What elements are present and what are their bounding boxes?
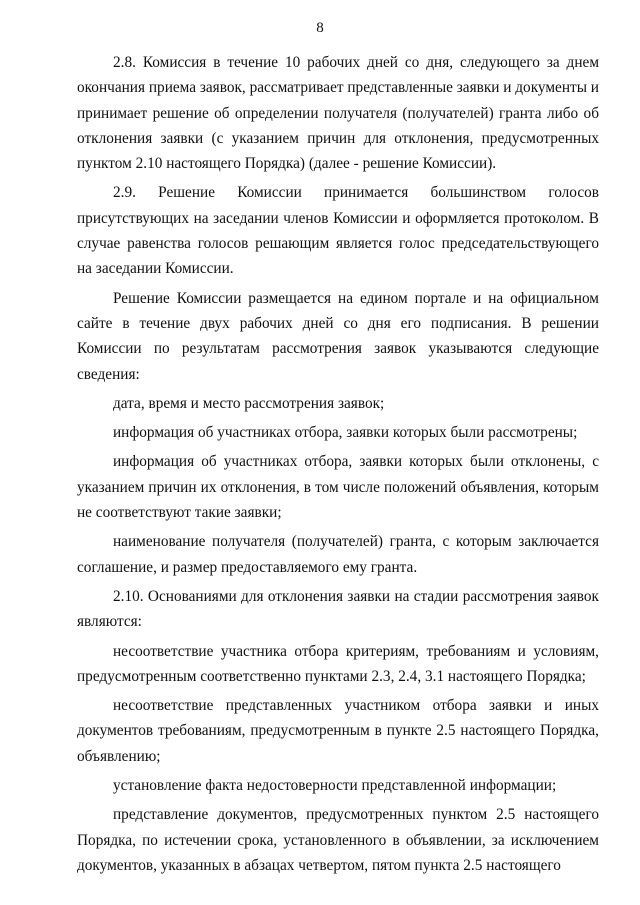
paragraph-decision-publication: Решение Комиссии размещается на едином портале и на официальном сайте в течение двух рабочих дней со дня его подписания. В решении Комиссии по результатам рассмотрения заявок указываются следующие сведения: <box>77 289 599 383</box>
list-item-rejected-participants: информация об участниках отбора, заявки которых были отклонены, с указанием причин их отклонения, в том числе положений объявления, которым не соответствуют такие заявки; <box>77 453 599 522</box>
list-item-criteria-mismatch: несоответствие участника отбора критериям, требованиям и условиям, предусмотренным соответственно пунктами 2.3, 2.4, 3.1 настоящего Порядка; <box>77 642 599 685</box>
list-item-grant-recipient: наименование получателя (получателей) гранта, с которым заключается соглашение, и размер предоставляемого ему гранта. <box>77 533 599 576</box>
paragraph-2-10: 2.10. Основаниями для отклонения заявки на стадии рассмотрения заявок являются: <box>77 587 599 631</box>
list-item-false-information: установление факта недостоверности представленной информации; <box>113 777 557 795</box>
paragraph-2-9: 2.9. Решение Комиссии принимается большинством голосов присутствующих на заседании членов Комиссии и оформляется протоколом. В случае равенства голосов решающим является голос председательствующего на заседании Комиссии. <box>77 184 599 278</box>
list-item-late-submission: представление документов, предусмотренных пунктом 2.5 настоящего Порядка, по истечении срока, установленного в объявлении, за исключением документов, указанных в абзацах четвертом, пятом пункта 2.5 настоящего <box>77 806 599 874</box>
list-item-reviewed-participants: информация об участниках отбора, заявки которых были рассмотрены; <box>113 424 578 442</box>
list-item-date-time-place: дата, время и место рассмотрения заявок; <box>113 394 385 412</box>
document-body <box>77 50 599 878</box>
list-item-documents-mismatch: несоответствие представленных участником отбора заявки и иных документов требованиям, предусмотренным в пункте 2.5 настоящего Порядка, объявлению; <box>77 697 599 765</box>
page-number: 8 <box>316 20 324 36</box>
paragraph-2-8: 2.8. Комиссия в течение 10 рабочих дней со дня, следующего за днем окончания приема заявок, рассматривает представленные заявки и документы и принимает решение об определении получателя (получателей) гранта либо об отклонения заявки (с указанием причин для отклонения, предусмотренных пунктом 2.10 настоящего Порядка) (далее - решение Комиссии). <box>77 54 599 173</box>
